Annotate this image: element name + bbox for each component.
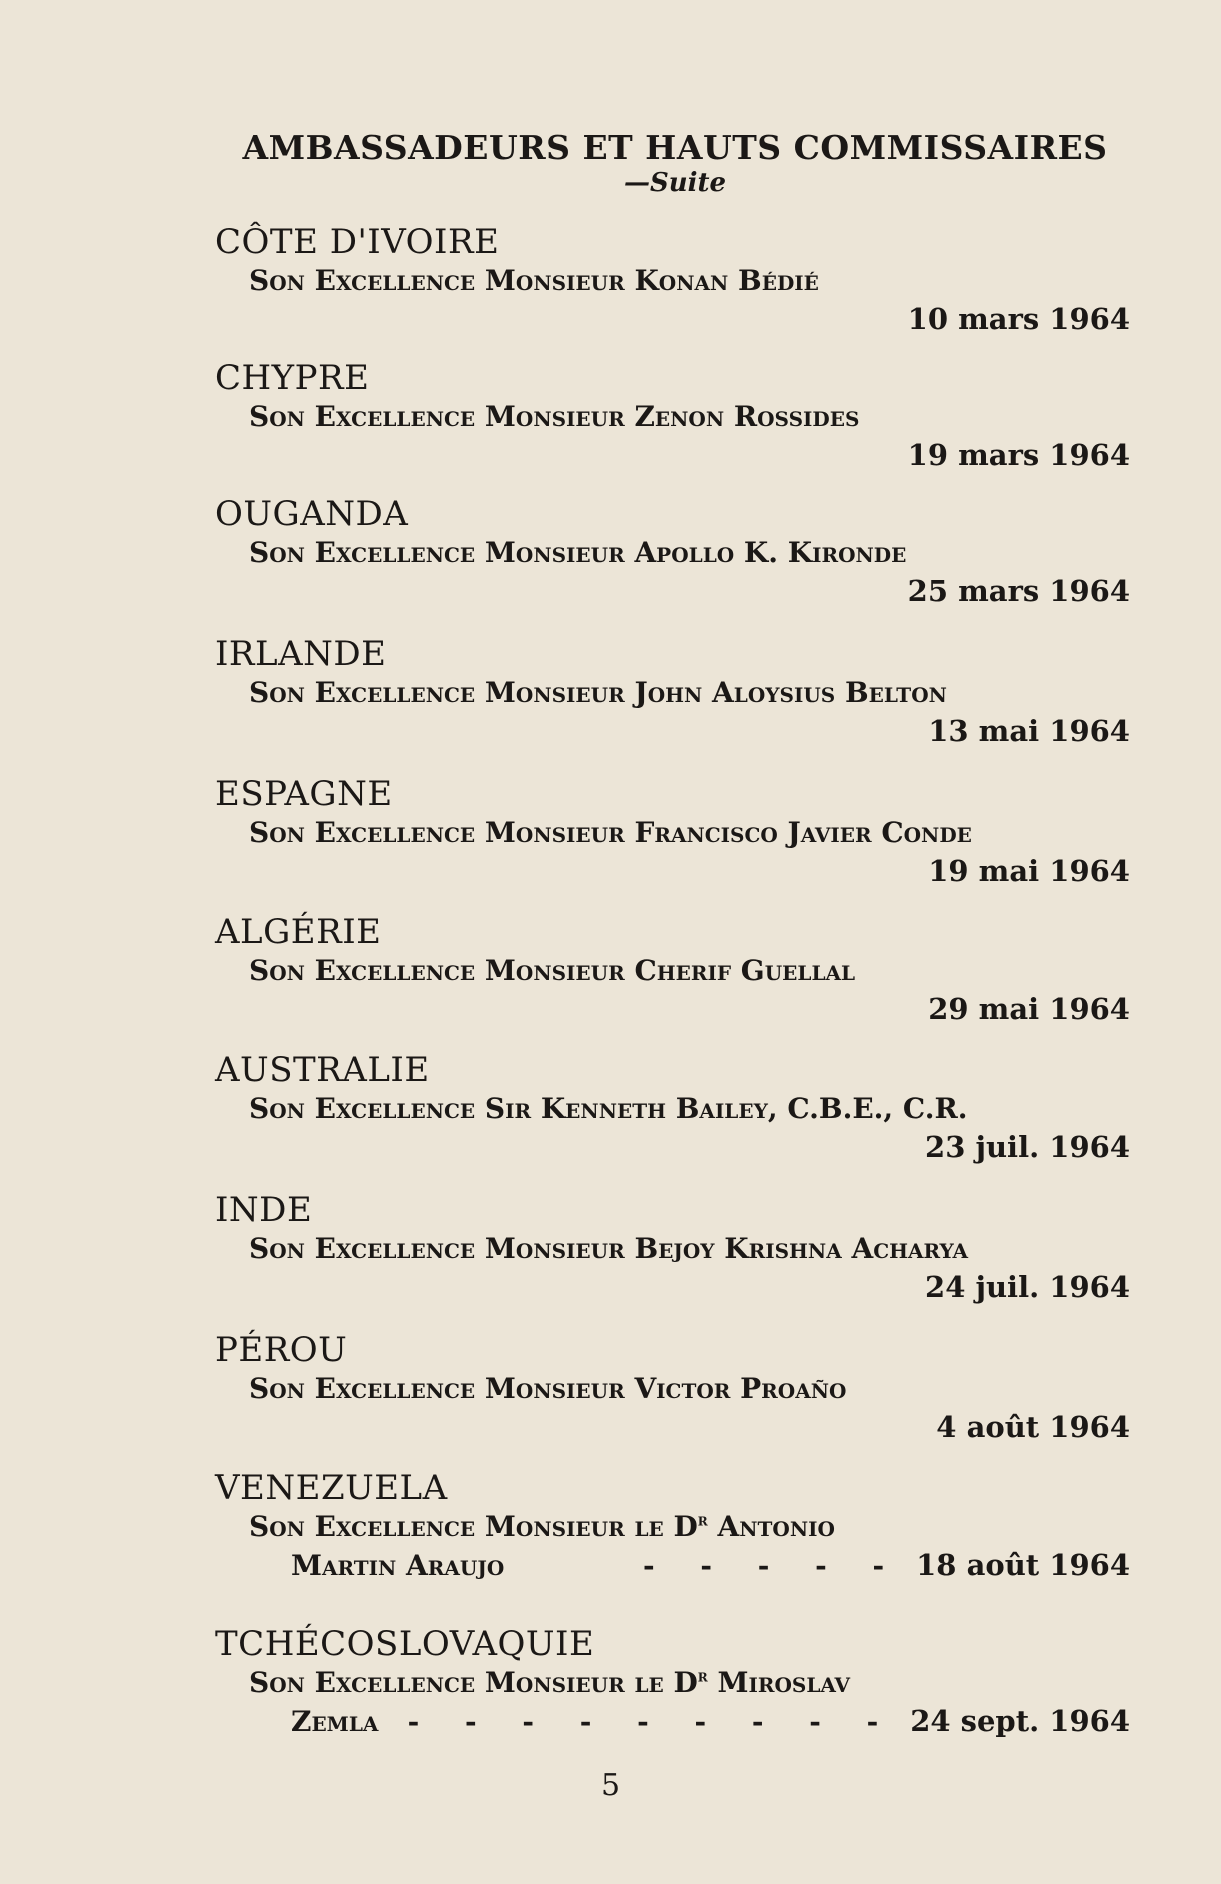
accreditation-date: 25 mars 1964 bbox=[907, 574, 1130, 608]
accreditation-date: 10 mars 1964 bbox=[907, 302, 1130, 336]
list-item bbox=[215, 774, 1130, 890]
list-item bbox=[215, 1050, 1130, 1166]
ambassador-name: Son Excellence Monsieur Zenon Rossides bbox=[249, 400, 860, 433]
country-name: OUGANDA bbox=[215, 494, 409, 534]
ambassador-name: Son Excellence Monsieur Konan Bédié bbox=[249, 264, 819, 297]
accreditation-date: 4 août 1964 bbox=[936, 1410, 1130, 1444]
list-item bbox=[215, 1330, 1130, 1446]
country-name: INDE bbox=[215, 1190, 313, 1230]
country-name: AUSTRALIE bbox=[215, 1050, 430, 1090]
ambassador-name: Son Excellence Monsieur John Aloysius Belton bbox=[249, 676, 947, 709]
list-item bbox=[215, 1624, 1130, 1741]
doctor-superscript: r bbox=[697, 1509, 708, 1530]
accreditation-date: 19 mai 1964 bbox=[928, 854, 1130, 888]
page-subtitle: —Suite bbox=[623, 168, 727, 198]
accreditation-date: 29 mai 1964 bbox=[928, 992, 1130, 1026]
accreditation-date: 23 juil. 1964 bbox=[925, 1130, 1130, 1164]
ambassador-name: Son Excellence Monsieur Apollo K. Kironde bbox=[249, 536, 907, 569]
ambassador-name-continuation-line bbox=[291, 1702, 1130, 1741]
ambassador-name-part: Son Excellence Monsieur le D bbox=[249, 1666, 698, 1699]
list-item bbox=[215, 358, 1130, 474]
ambassador-name-part: Miroslav bbox=[707, 1666, 851, 1699]
country-name: PÉROU bbox=[215, 1330, 348, 1370]
list-item bbox=[215, 222, 1130, 338]
dash-leader: - - - - - bbox=[643, 1549, 903, 1582]
country-name: ESPAGNE bbox=[215, 774, 393, 814]
accreditation-date: 19 mars 1964 bbox=[907, 438, 1130, 472]
ambassador-name bbox=[249, 1664, 1130, 1702]
country-name: TCHÉCOSLOVAQUIE bbox=[215, 1624, 595, 1664]
accreditation-date: 13 mai 1964 bbox=[928, 714, 1130, 748]
ambassador-name: Son Excellence Monsieur Cherif Guellal bbox=[249, 954, 856, 987]
ambassador-name: Son Excellence Monsieur Bejoy Krishna Acharya bbox=[249, 1232, 969, 1265]
accreditation-date: 24 sept. 1964 bbox=[910, 1704, 1130, 1738]
ambassador-name-continuation: Zemla bbox=[291, 1705, 379, 1738]
list-item bbox=[215, 912, 1130, 1028]
country-name: ALGÉRIE bbox=[215, 912, 382, 952]
country-name: CHYPRE bbox=[215, 358, 370, 398]
ambassador-name: Son Excellence Sir Kenneth Bailey, C.B.E., C.R. bbox=[249, 1092, 968, 1125]
accreditation-date: 18 août 1964 bbox=[916, 1548, 1130, 1582]
ambassador-name-continuation-line bbox=[291, 1546, 1130, 1585]
ambassador-name: Son Excellence Monsieur Francisco Javier Conde bbox=[249, 816, 972, 849]
ambassador-name-continuation: Martin Araujo bbox=[291, 1549, 505, 1582]
ambassador-name bbox=[249, 1508, 1130, 1546]
list-item bbox=[215, 1468, 1130, 1585]
country-name: VENEZUELA bbox=[215, 1468, 448, 1508]
list-item bbox=[215, 1190, 1130, 1306]
ambassador-name: Son Excellence Monsieur Victor Proaño bbox=[249, 1372, 847, 1405]
ambassador-name-part: Son Excellence Monsieur le D bbox=[249, 1510, 698, 1543]
doctor-superscript: r bbox=[697, 1665, 708, 1686]
page-number: 5 bbox=[600, 1768, 621, 1803]
country-name: IRLANDE bbox=[215, 634, 387, 674]
country-name: CÔTE D'IVOIRE bbox=[215, 222, 500, 262]
list-item bbox=[215, 634, 1130, 750]
list-item bbox=[215, 494, 1130, 610]
dash-leader: - - - - - - - - - bbox=[407, 1705, 897, 1738]
ambassador-name-part: Antonio bbox=[707, 1510, 835, 1543]
accreditation-date: 24 juil. 1964 bbox=[925, 1270, 1130, 1304]
page-title: AMBASSADEURS ET HAUTS COMMISSAIRES bbox=[242, 128, 1108, 167]
